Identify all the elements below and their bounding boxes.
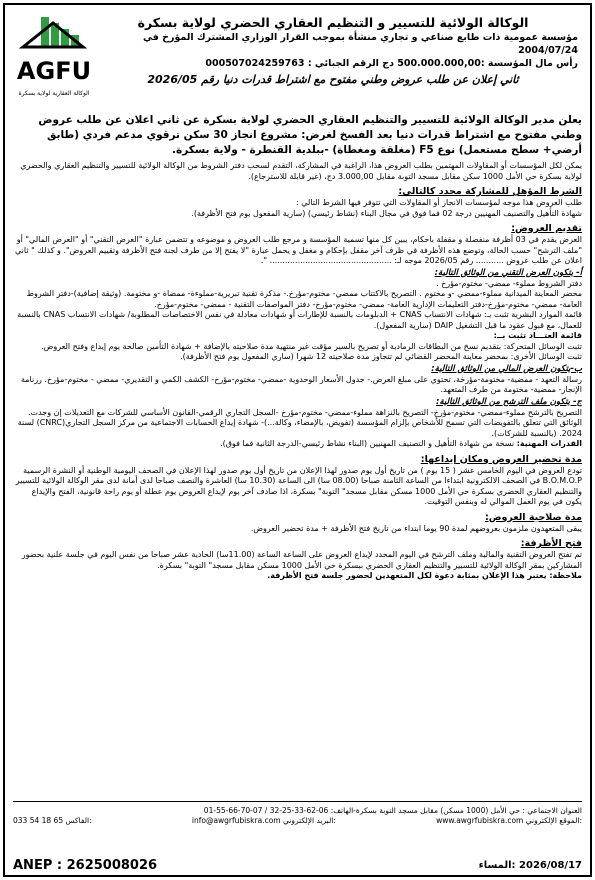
financial-offer-title: ب-يتكون العرض المالي من الوثائق التالية:: [431, 363, 582, 374]
publication-date: 2026/08/17 :المساء: [478, 859, 582, 871]
fax-label: الفاكس:: [65, 816, 92, 825]
anep-number: ANEP : 2625008026: [13, 857, 158, 873]
bids-text: العرض يقدم في 03 أظرفة منفصلة و مقفلة باحكام، يبين كل منها تسمية المؤسسة و مرجع طلب العروض و موضوعه و تتضمن عبارة "العرض التقني" أو "العرض المالي" أو "ملف الترشح" حسب الحالة، وتوضع هذه الأظرفة في ظرف آخر مقفل بإحكام و مغفل و يحمل عبارة "لا يفتح إلا من طرف لجنة فتح الأظرفة وتقييم العروض". و كذلك " ثاني اعلان عن طلب عروض ........... رقم 2026/05 موجه لـ: ................................................ ".: [14, 235, 582, 265]
duration-title: مدة تحضير العروض ومكان إيداعها:: [420, 453, 582, 465]
financial-offer-text: رسالة التعهد - ممضية- مختومة-مؤرخة، تحتوي على مبلغ العرض.- جدول الأسعار الوحدوية -ممضي- مختوم-مؤرخ- الكشف الكمي و التقديري- ممضي - مختوم-مؤرخ. رزنامة الإنجاز- ممضية- مختومة من طرف المتعهد.: [20, 374, 582, 394]
footer: [13, 801, 582, 825]
opening-note: ملاحظة: يعتبر هذا الإعلان بمثابة دعوة لكل المتعهدين لحضور جلسة فتح الأظرفة.: [267, 571, 582, 580]
notice-lead: يعلن مدير الوكالة الولائية للتسيير والتنظيم العقاري الحضري لولاية بسكرة عن ثاني اعلان عن طلب عروض وطني مفتوح مع اشتراط قدرات دنيا بعد الفسخ لغرض: مشروع انجاز 30 سكن ترقوي مدعم فردي (طابق أرضي+ سطح مستعمل) نوع F5 (مغلقة ومغطاة) -ببلدية القنطرة - ولاية بسكرة.: [38, 114, 582, 156]
logo-text: AGFU: [17, 57, 91, 85]
notice-intro: يمكن لكل المؤسسات أو المقاولات المهتمين بطلب العروض هذا، الراغبة في المشاركة، التقدم لسحب دفتر الشروط من الوكالة الولائية للتسيير والتنظيم العقاري والحضري لولاية بسكرة حي الأمل 1000 سكن مقابل مسجد التوبة مقابل 3.000,00 دج، (غير قابلة للاسترجاع).: [20, 161, 582, 181]
capital-line: رأس مال المؤسسة :500.000.000,00 دج الرقم الجبائي : 000507024259763: [205, 58, 578, 69]
capacity-text: نسخة من شهادة التأهيل و التصنيف المهنيين (البناء نشاط رئيسي-الدرجة الثانية فما فوق).: [220, 439, 515, 448]
logo-caption: الوكالة العقارية لولاية بسكرة: [18, 90, 90, 97]
eligibility-title: الشرط المؤهل للمشاركة محدد كالتالي:: [398, 186, 582, 197]
technical-offer-title: أ- يتكون العرض التقني من الوثائق التالية:: [434, 267, 582, 278]
eligibility-text: طلب العروض هذا موجه لمؤسسات الانجاز أو المقاولات التي تتوفر فيها الشرط التالي :: [295, 198, 582, 207]
agency-logo: [17, 13, 91, 107]
notice-page: [3, 3, 592, 877]
candidacy-title: ج- يتكون ملف الترشح من الوثائق التالية:: [435, 396, 582, 407]
website-label: الموقع الإلكتروني:: [525, 816, 582, 825]
website-link[interactable]: www.awgrfubiskra.com: [436, 816, 524, 825]
eligibility-condition: شهادة التأهيل والتصنيف المهنيين درجة 02 فما فوق في مجال البناء (نشاط رئيسي) (سارية المفعول يوم فتح الأظرفة).: [191, 208, 582, 218]
candidacy-text: التصريح بالترشح مملوء-ممضي- مختوم-مؤرخ- التصريح بالنزاهة مملوء-ممضي- مختوم-مؤرخ -السجل التجاري الرقمي-القانون الأساسي للشركات مع التعديلات إن وجدت. الوثائق التي تتعلق بالتفويضات التي تسمح للأشخاص بإلزام المؤسسة (تفويض، بالإمضاء، وكالة...)- شهادة إيداع الحسابات الاجتماعية من مركز السجل التجاري(CNRC) لسنة 2024. (بالنسبة للشركات).: [17, 407, 582, 438]
notice-body: [13, 113, 582, 582]
bids-title: تقديم العروض:: [511, 223, 582, 234]
technical-line-5: تثبت الوسائل الأخرى: بمحضر معاينة المحضر القضائي لم تتجاوز مدة صلاحيته 12 شهرا (ساري المفعول يوم فتح الأظرفة).: [180, 352, 582, 361]
opening-title: فتح الأظرفة:: [520, 538, 582, 549]
footer-links: [13, 816, 582, 825]
equipment-title: قائمة العتـــاد تثبت بــ:: [493, 331, 582, 340]
email-label: البريد الإلكتروني:: [282, 816, 336, 825]
header: [13, 9, 582, 109]
legal-status: مؤسسة عمومية ذات طابع صناعي و تجاري منشأة بموجب القرار الوزاري المشترك المؤرخ في 2004/07/24: [142, 32, 578, 56]
technical-line-4: تثبت الوسائل المتحركة: بتقديم نسخ من البطاقات الرمادية أو تصريح بالسير مؤقت غير منتهية مدة صلاحيته بالإضافة + شهادة التأمين صالحة يوم إيداع وفتح العروض.: [41, 341, 582, 351]
duration-text: تودع العروض في اليوم الخامس عشر ( 15 يوم ) من تاريخ أول يوم صدور لهذا الإعلان من تاريخ أول يوم صدور لهذا الإعلان في الصحف اليومية الوطنية أو النشرة الرسمية B.O.M.O.P في الصحف الالكترونية ابتداءا من الساعة الثامنة صباحا (08.00 سا) الى الساعة (10.30 سا) العاشرة والنصف صباحا لدى أمانة لدى مقر الوكالة الولائية للتسيير والتنظيم العقاري الحضري بسكرة حي الأمل 1000 مسكن مقابل مسجد" التوبة" بسكرة، اذا صادف آخر يوم لإيداع العروض يوم عطلة أو يوم راحة قانونية، الفتح والإيداع يكون في يوم العمل الموالي له وبنفس التوقيت.: [15, 465, 582, 506]
technical-line-1: دفتر الشروط مملوء- ممضي- مختوم-مؤرخ .: [436, 278, 582, 288]
technical-line-2: محضر المعاينة الميدانية مملوء-ممضي -و مختوم . التصريح بالاكتتاب ممضي- مختوم-مؤرخ.- مذكرة تقنية تبريرية-مملوءة- ممضاة -و مختومة. (وثيقة إضافية)-دفتر الشروط العامة- ممضي- مختوم-مؤرخ-دفتر التعليمات الإدارية العامة- ممضي- مختوم-مؤرخ- دفتر المواصفات التقنية - ممضي- مختوم-مؤرخ.: [26, 289, 582, 309]
footer-address: العنوان الاجتماعي : حي الأمل (1000 مسكن) مقابل مسجد التوبة بسكرة-الهاتف: 06-62-33-25-32 / 07-70-66-55-01: [203, 806, 582, 815]
email-link[interactable]: info@awgrfubiskra.com: [191, 816, 281, 825]
technical-line-3: قائمة الموارد البشرية تثبت بـ: شهادات الانتساب CNAS + الدبلومات بالنسبة للإطارات أو شهادات معادلة في نفس الاختصاصات المطلوبة/ شهادات الانتساب CNAS بالنسبة للعمال، مع قبول عقود ما قبل التشغيل DAIP (سارية المفعول).: [17, 310, 582, 330]
capacity-title: القدرات المهنية:: [516, 439, 582, 448]
validity-text: يبقى المتعهدون ملزمون بعروضهم لمدة 90 يوما ابتداء من تاريخ فتح الأظرفة + مدة تحضير العروض.: [250, 523, 582, 533]
validity-title: مدة صلاحية العروض:: [484, 511, 582, 523]
notice-title: ثاني إعلان عن طلب عروض وطني مفتوح مع اشتراط قدرات دنيا رقم 2026/05: [147, 73, 519, 86]
bottom-bar: [13, 855, 582, 875]
opening-text: تم تفتح العروض التقنية والمالية وملف الترشح في اليوم المحدد لإيداع العروض على الساعة الساعة (11.00سا) الحادية عشر صباحا من نفس اليوم في جلسة علنية بحضور المشاركين بمقر الوكالة الولائية للتسيير والتنظيم العقاري الحضري ببسكرة حي الأمل 1000 مسكن مقابل مسجد" التوبة" بسكرة.: [21, 550, 582, 570]
fax-value: 033 54 18 65: [13, 816, 64, 825]
header-text: [88, 15, 578, 86]
agency-name: الوكالة الولائية للتسيير و التنظيم العقاري الحضري لولاية بسكرة: [137, 15, 529, 30]
